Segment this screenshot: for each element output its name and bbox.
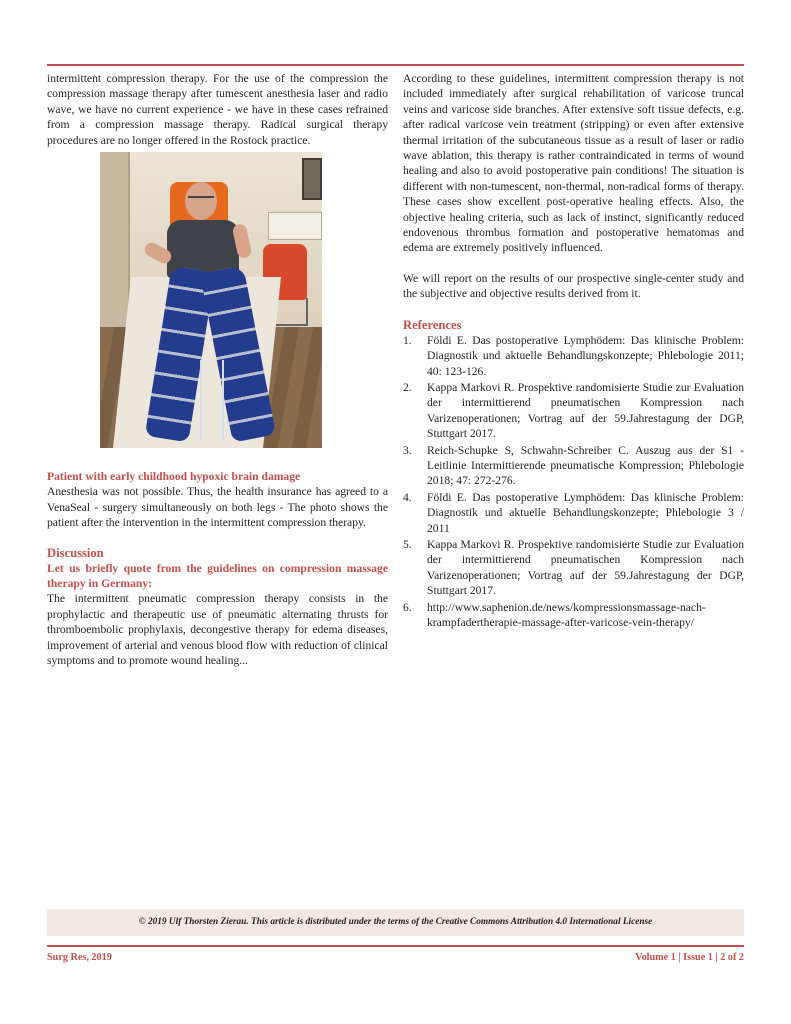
reference-text: Földi E. Das postoperative Lymphödem: Das klinische Problem: Diagnostik und aktuelle Behandlungskonzepte; Phlebologie 3 / 2011: [427, 490, 744, 535]
right-column: [403, 71, 744, 631]
reference-number: 1.: [403, 333, 412, 347]
reference-item: [403, 333, 744, 379]
patient-photo: [100, 152, 322, 448]
footer-issue-info: Volume 1 | Issue 1 | 2 of 2: [635, 952, 744, 963]
reference-number: 5.: [403, 537, 412, 551]
study-paragraph: We will report on the results of our prospective single-center study and the subjective and objective results derived from it.: [403, 271, 744, 301]
references-heading: References: [403, 317, 462, 332]
reference-text: Földi E. Das postoperative Lymphödem: Das klinische Problem: Diagnostik und aktuelle Behandlungskonzepte; Phlebologie 2011; 40: 123-126.: [427, 333, 744, 378]
top-rule: [47, 64, 744, 66]
reference-item: [403, 537, 744, 599]
intro-paragraph: intermittent compression therapy. For the use of the compression the compression massage therapy after tumescent anesthesia laser and radio wave, we have no current experience - we have in these cases refrained from a compression massage therapy. Radical surgical therapy procedures are no longer offered in the Rostock practice.: [47, 72, 388, 147]
figure-caption-text: Anesthesia was not possible. Thus, the health insurance has agreed to a VenaSeal - surgery simultaneously on both legs - The photo shows the patient after the intervention in the intermittent compression therapy.: [47, 485, 388, 530]
reference-item: [403, 490, 744, 536]
reference-text: Kappa Markovi R. Prospektive randomisierte Studie zur Evaluation der intermittierend pneumatischen Kompression nach Varizenoperationen; Vortrag auf der 59.Jahrestagung der DGP, Stuttgart 2017.: [427, 537, 744, 598]
left-column: [47, 71, 388, 669]
reference-item: [403, 380, 744, 442]
reference-link[interactable]: http://www.saphenion.de/news/kompressionsmassage-nach-krampfadertherapie-massage-after-varicose-vein-therapy/: [427, 600, 706, 629]
license-bar: © 2019 Ulf Thorsten Zierau. This article is distributed under the terms of the Creative Commons Attribution 4.0 International License: [47, 909, 744, 936]
guidelines-paragraph: According to these guidelines, intermittent compression therapy is not included immediately after surgical rehabilitation of varicose truncal veins and varicose side branches. After extensive soft tissue defects, e.g. after radical varicose vein treatment (stripping) or even after extensive thermal irritation of the subcutaneous tissue as a result of laser or radio wave ablation, this therapy is rather contraindicated in terms of wound healing and also to avoid postoperative pain conditions! The situation is different with non-tumescent, non-thermal, non-radical forms of therapy. These cases show excellent post-operative healing effects. Also, the objective healing criteria, such as lack of instinct, significantly reduced endovenous thrombus formation and postoperative hematomas and edema are extremely positively influenced.: [403, 72, 744, 255]
reference-item: [403, 443, 744, 489]
discussion-subheading: Let us briefly quote from the guidelines on compression massage therapy in Germany:: [47, 561, 388, 591]
reference-number: 4.: [403, 490, 412, 504]
references-list: [403, 333, 744, 631]
reference-number: 6.: [403, 600, 412, 614]
discussion-text: The intermittent pneumatic compression therapy consists in the prophylactic and therapeutic use of pneumatic alternating thrusts for thromboembolic prophylaxis, decongestive therapy for edema diseases, improvement of arterial and venous blood flow with reduction of clinical symptoms and to promote wound healing...: [47, 592, 388, 668]
reference-item[interactable]: [403, 600, 744, 631]
figure-caption-title: Patient with early childhood hypoxic brain damage: [47, 470, 301, 484]
reference-text: Kappa Markovi R. Prospektive randomisierte Studie zur Evaluation der intermittierend pneumatischen Kompression nach Varizenoperationen; Vortrag auf der 59.Jahrestagung der DGP, Stuttgart 2017.: [427, 380, 744, 441]
footer-journal: Surg Res, 2019: [47, 952, 112, 963]
reference-text: Reich-Schupke S, Schwahn-Schreiber C. Auszug aus der S1 - Leitlinie Intermittierende pneumatische Kompression; Phlebologie 2018; 47: 272-276.: [427, 443, 744, 488]
reference-number: 3.: [403, 443, 412, 457]
reference-number: 2.: [403, 380, 412, 394]
bottom-rule: [47, 945, 744, 947]
discussion-heading: Discussion: [47, 545, 104, 560]
